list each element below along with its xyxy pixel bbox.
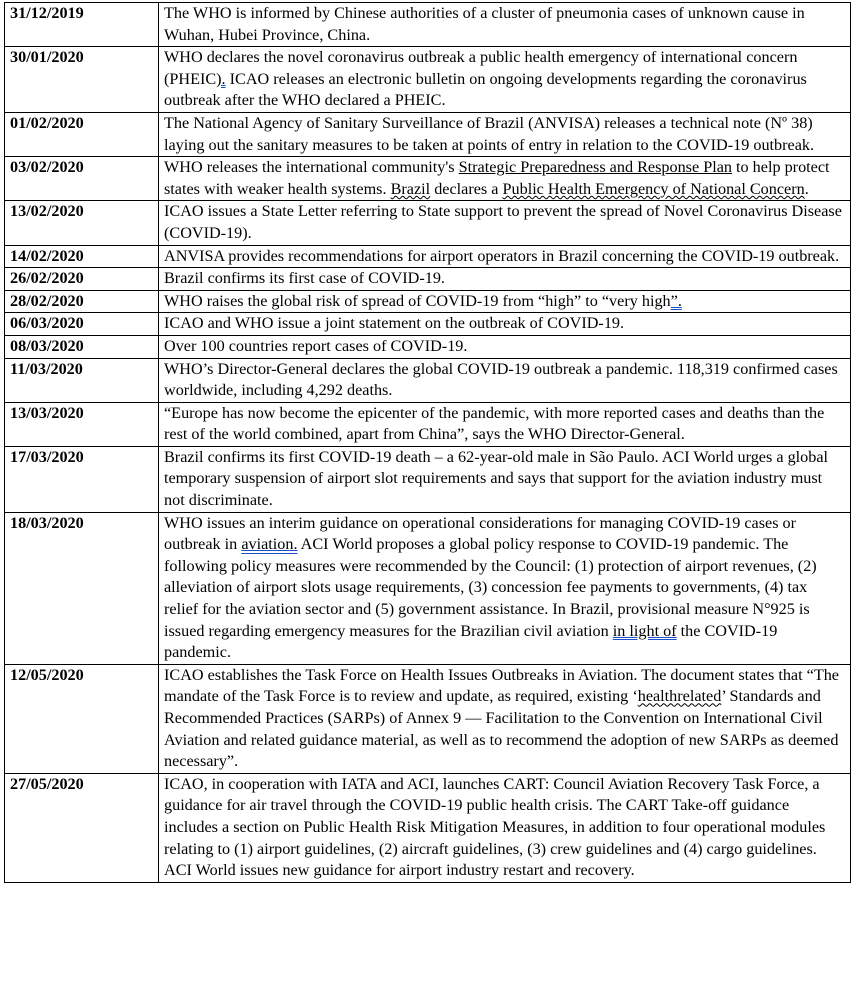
event-description xyxy=(159,773,851,882)
event-date: 11/03/2020 xyxy=(5,358,159,402)
event-description xyxy=(159,402,851,446)
event-description xyxy=(159,268,851,291)
event-date: 03/02/2020 xyxy=(5,157,159,201)
event-description xyxy=(159,512,851,664)
event-date: 14/02/2020 xyxy=(5,245,159,268)
event-date: 27/05/2020 xyxy=(5,773,159,882)
event-text-segment: ICAO, in cooperation with IATA and ACI, launches CART: Council Aviation Recovery Task Force, a guidance for air travel through the COVID-19 public health crisis. The CART Take-off guidance includes a section on Public Health Risk Mitigation Measures, in addition to four operational modules relating to (1) airport guidelines, (2) aircraft guidelines, (3) crew guidelines and (4) cargo guidelines. xyxy=(164,774,826,858)
event-text-segment: Brazil confirms its first COVID-19 death – a 62-year-old male in São Paulo. ACI World urges a global temporary suspension of airport slot requirements and says that support for the aviation industry must not discriminate. xyxy=(164,447,829,510)
event-date: 01/02/2020 xyxy=(5,112,159,156)
timeline-row xyxy=(5,664,851,773)
event-text-segment: Over 100 countries report cases of COVID-19. xyxy=(164,336,468,355)
event-text-segment: the COVID-19 pandemic. xyxy=(164,621,778,662)
event-description xyxy=(159,358,851,402)
event-text-segment: The National Agency of Sanitary Surveillance of Brazil (ANVISA) releases a technical note (Nº 38) laying out the sanitary measures to be taken at points of entry in relation to the COVID-19 outbreak. xyxy=(164,113,815,154)
event-text-segment: ACI World proposes a global policy response to COVID-19 pandemic. The following policy measures were recommended by the Council: (1) protection of airport revenues, (2) alleviation of airport slots usage requirements, (3) concession fee payments to governments, (4) tax relief for the aviation sector and (5) government assistance. In Brazil, provisional measure N°925 is issued regarding emergency measures for the Brazilian civil aviation xyxy=(164,535,817,640)
timeline-row xyxy=(5,47,851,113)
event-text-segment: ANVISA provides recommendations for airport operators in Brazil concerning the COVID-19 outbreak. xyxy=(164,246,840,265)
timeline-row xyxy=(5,512,851,664)
event-text-segment: ICAO establishes the Task Force on Health Issues Outbreaks in Aviation. The document states that “The mandate of the Task Force is to review and update, as required, existing ‘ xyxy=(164,665,839,706)
event-text-segment: ICAO issues a State Letter referring to State support to prevent the spread of Novel Coronavirus Disease (COVID-19). xyxy=(164,202,842,242)
event-date: 08/03/2020 xyxy=(5,335,159,358)
event-text-segment: declares a xyxy=(430,179,503,198)
timeline-row xyxy=(5,290,851,313)
timeline-row xyxy=(5,112,851,156)
timeline-row xyxy=(5,313,851,336)
event-text-segment: ”. xyxy=(670,291,682,310)
event-date: 13/03/2020 xyxy=(5,402,159,446)
event-text-segment: WHO declares the novel coronavirus outbreak a public health emergency of international concern (PHEIC xyxy=(164,48,798,88)
event-date: 30/01/2020 xyxy=(5,47,159,113)
event-description xyxy=(159,3,851,47)
event-text-segment: ICAO releases an electronic bulletin on ongoing developments regarding the coronavirus outbreak after the WHO declared a PHEIC. xyxy=(164,69,807,110)
event-description xyxy=(159,47,851,113)
timeline-row xyxy=(5,773,851,882)
event-text-segment: WHO releases the international community's xyxy=(164,158,459,177)
event-date: 12/05/2020 xyxy=(5,664,159,773)
event-text-segment: in light of xyxy=(612,621,677,640)
event-description xyxy=(159,201,851,245)
event-date: 18/03/2020 xyxy=(5,512,159,664)
event-text-segment: Brazil xyxy=(390,179,431,198)
timeline-row xyxy=(5,402,851,446)
event-description xyxy=(159,245,851,268)
event-text-segment: The WHO is informed by Chinese authorities of a cluster of pneumonia cases of unknown cause in Wuhan, Hubei Province, China. xyxy=(164,4,805,44)
timeline-row xyxy=(5,446,851,512)
event-text-segment: aviation. xyxy=(241,535,298,554)
event-description xyxy=(159,664,851,773)
event-description xyxy=(159,112,851,156)
timeline-row xyxy=(5,201,851,245)
event-description xyxy=(159,290,851,313)
event-text-segment: to help protect states with weaker health systems. xyxy=(164,158,830,198)
timeline-row xyxy=(5,268,851,291)
event-text-segment: ’ Standards and Recommended Practices (SARPs) of Annex 9 — Facilitation to the Convention on International Civil Aviation and related guidance material, as well as to recommend the adoption of new SARPs as deemed necessary”. xyxy=(164,687,839,771)
event-text-segment: WHO issues an interim guidance on operational considerations for managing COVID-19 cases or outbreak in xyxy=(164,513,797,554)
event-text-segment: WHO’s Director-General declares the global COVID-19 outbreak a pandemic. 118,319 confirmed cases worldwide, including 4,292 deaths. xyxy=(164,359,838,400)
event-description xyxy=(159,446,851,512)
timeline-row xyxy=(5,157,851,201)
event-date: 28/02/2020 xyxy=(5,290,159,313)
event-date: 06/03/2020 xyxy=(5,313,159,336)
event-text-segment: ICAO and WHO issue a joint statement on the outbreak of COVID-19. xyxy=(164,314,625,333)
timeline-row xyxy=(5,245,851,268)
event-date: 31/12/2019 xyxy=(5,3,159,47)
event-text-segment: . xyxy=(804,179,809,198)
event-text-segment: Public Health Emergency of National Concern xyxy=(502,179,805,198)
timeline-table xyxy=(4,2,851,883)
timeline-row xyxy=(5,335,851,358)
event-date: 17/03/2020 xyxy=(5,446,159,512)
event-text-segment: healthrelated xyxy=(637,687,722,706)
timeline-row xyxy=(5,3,851,47)
timeline-row xyxy=(5,358,851,402)
event-text-segment: ). xyxy=(216,69,226,88)
event-text-segment: Strategic Preparedness and Response Plan xyxy=(458,158,732,177)
event-text-segment: WHO raises the global risk of spread of COVID-19 from “high” to “very high xyxy=(164,291,671,310)
timeline-body xyxy=(5,3,851,883)
event-date: 26/02/2020 xyxy=(5,268,159,291)
event-text-segment: “Europe has now become the epicenter of the pandemic, with more reported cases and deaths than the rest of the world combined, apart from China”, says the WHO Director-General. xyxy=(164,403,825,444)
event-date: 13/02/2020 xyxy=(5,201,159,245)
event-description xyxy=(159,313,851,336)
event-text-segment: ACI World issues new guidance for airport industry restart and recovery. xyxy=(164,861,635,880)
event-description xyxy=(159,157,851,201)
event-description xyxy=(159,335,851,358)
event-text-segment: Brazil confirms its first case of COVID-19. xyxy=(164,269,445,288)
